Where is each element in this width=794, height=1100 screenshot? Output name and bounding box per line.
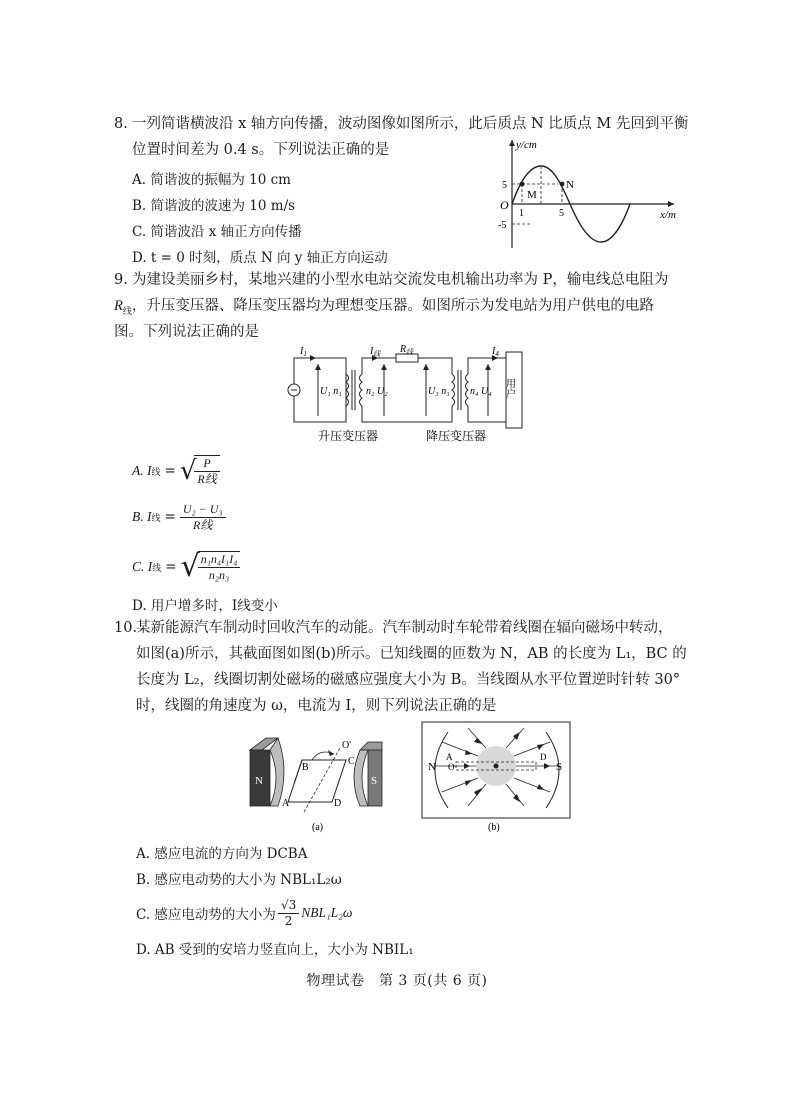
label-b: B [302, 762, 309, 773]
q9-b-fraction: $\frac{\text{U₂ − U₃}}{\text{R线}}$ [180, 502, 226, 533]
q10-option-c: C. 感应电动势的大小为 $\frac{√3}{2}$ NBL₁L₂ω [136, 897, 353, 928]
label-s: S [371, 775, 378, 787]
label-d: D [540, 752, 547, 762]
point-n [560, 182, 565, 187]
q9-stem-line2: $R_线$，升压变压器、降压变压器均为理想变压器。如图所示为发电站为用户供电的电路 [114, 298, 654, 317]
q9-stem-line3: 图。下列说法正确的是 [114, 324, 259, 340]
label-step-down: 降压变压器 [426, 429, 487, 443]
label-i4: $I_4$ [492, 346, 499, 358]
q10-option-a: A. 感应电流的方向为 DCBA [136, 846, 308, 862]
q8-stem-line2: 位置时间差为 0.4 s。下列说法正确的是 [132, 142, 390, 158]
wave-graph [494, 136, 684, 256]
q8-number: 8. [114, 116, 128, 132]
label-s: S [556, 761, 563, 773]
label-i1: $I_1$ [300, 346, 307, 358]
line-top-right [418, 358, 452, 374]
u3-arrowhead [423, 364, 429, 370]
q10-stem-line4: 时，线圈的角速度为 ω，电流为 I，则下列说法正确的是 [136, 698, 497, 714]
x-axis-arrow [668, 201, 674, 207]
coil [288, 760, 346, 802]
rotation-arrowhead [328, 750, 334, 756]
q10-option-b: B. 感应电动势的大小为 NBL₁L₂ω [136, 872, 342, 888]
x-tick-1: 1 [519, 208, 524, 219]
q9-a-fraction: $\frac{P}{\text{R线}}$ [194, 455, 219, 487]
label-c: C [348, 756, 355, 767]
q8-option-c: C. 简谐波沿 x 轴正方向传播 [132, 224, 302, 240]
i1-arrowhead [310, 355, 316, 361]
label-a: A [282, 798, 290, 809]
x-tick-5: 5 [559, 208, 564, 219]
label-o: O [448, 762, 455, 772]
label-a: A [446, 752, 453, 762]
axis-point [494, 764, 499, 769]
s-magnet-top [360, 742, 382, 750]
label-rline: $R_线$ [400, 344, 414, 356]
q9-c-fraction: $\frac{\text{n₁n₄I₁I₄}}{\text{n₂n₃}}$ [198, 551, 241, 583]
origin-label: O [500, 198, 509, 212]
label-n2u2: n₂ U₂ [366, 386, 388, 397]
q9-number: 9. [114, 272, 128, 288]
label-u1n1: U₁ n₁ [320, 386, 342, 397]
label-n: N [255, 775, 263, 787]
coil-n2 [360, 374, 363, 406]
n-pole-face [270, 738, 284, 806]
u1-arrowhead [315, 364, 321, 370]
x-axis-label: x/m [660, 209, 676, 221]
label-user: 用户 [503, 378, 515, 398]
u4-arrowhead [485, 364, 491, 370]
point-m [520, 182, 525, 187]
label-d: D [334, 798, 342, 809]
line-top-left [362, 358, 396, 374]
q8-option-b: B. 简谐波的波速为 10 m/s [132, 198, 296, 214]
q10-c-fraction: $\frac{√3}{2}$ [278, 898, 299, 929]
y-axis-label: y/cm [516, 139, 537, 151]
y-tick-neg5: -5 [498, 220, 507, 231]
label-u3n3: U₃ n₃ [428, 386, 450, 397]
q10-number: 10. [114, 620, 138, 636]
q10-stem-line2: 如图(a)所示，其截面图如图(b)所示。已知线圈的匝数为 N，AB 的长度为 L₁，BC 的 [136, 646, 687, 662]
label-n: N [428, 761, 436, 773]
figure-b [420, 720, 574, 836]
q8-stem-line1: 一列简谐横波沿 x 轴方向传播，波动图像如图所示，此后质点 N 比质点 M 先回到平衡 [132, 116, 689, 132]
q9-option-d: D. 用户增多时，I线变小 [132, 598, 278, 614]
q10-option-d: D. AB 受到的安培力竖直向上，大小为 NBIL₁ [136, 942, 414, 958]
q8-option-a: A. 简谐波的振幅为 10 cm [132, 172, 291, 188]
label-n4u4: n₄ U₄ [470, 386, 492, 397]
secondary-bottom [468, 406, 506, 422]
coil-n4 [466, 374, 469, 406]
circuit-diagram [284, 344, 526, 444]
label-o-prime: O' [342, 740, 352, 751]
line-bottom [362, 406, 452, 422]
q10-stem-line1: 某新能源汽车制动时回收汽车的动能。汽车制动时车轮带着线圈在辐向磁场中转动， [136, 620, 673, 636]
point-m-label: M [527, 189, 537, 201]
coil-n3 [452, 374, 455, 406]
label-step-up: 升压变压器 [318, 429, 379, 443]
y-tick-5: 5 [502, 180, 507, 191]
q8-option-d: D. t = 0 时刻，质点 N 向 y 轴正方向运动 [132, 250, 388, 266]
caption-a: (a) [312, 822, 324, 833]
caption-b: (b) [488, 822, 500, 833]
point-n-label: N [566, 179, 574, 191]
q10-stem-line3: 长度为 L₂，线圈切割处磁场的磁感应强度大小为 B。当线圈从水平位置逆时针转 30° [136, 672, 681, 688]
q9-option-c: C. I 线 = √ $\frac{\text{n₁n₄I₁I₄}}{\text{n₂n₃}}$ [132, 548, 240, 586]
u2-arrowhead [381, 364, 387, 370]
s-pole-face [354, 750, 368, 806]
q9-option-a: A. I 线 = √ $\frac{P}{\text{R线}}$ [132, 454, 220, 488]
page-footer: 物理试卷 第 3 页(共 6 页) [306, 973, 488, 989]
figure-a [244, 720, 394, 836]
y-axis-arrow [509, 140, 515, 146]
label-iline: $I_线$ [370, 346, 381, 358]
q9-option-b: B. I 线 = $\frac{\text{U₂ − U₃}}{\text{R线}}$ [132, 500, 226, 534]
q9-stem-line1: 为建设美丽乡村，某地兴建的小型水电站交流发电机输出功率为 P，输电线总电阻为 [132, 272, 669, 288]
